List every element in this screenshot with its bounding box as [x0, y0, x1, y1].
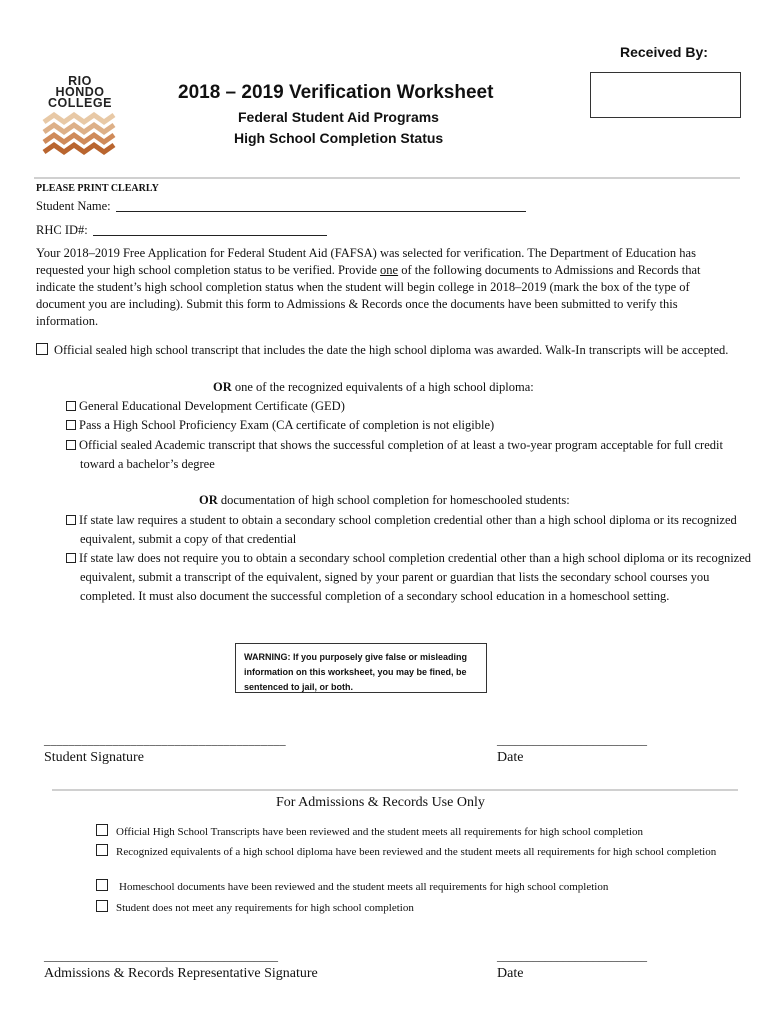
logo-chevrons-icon [40, 112, 120, 160]
homeschool-2-checkbox[interactable] [66, 553, 76, 563]
rep-date-line[interactable]: _________________________ [497, 949, 647, 963]
proficiency-text: Pass a High School Proficiency Exam (CA certificate of completion is not eligible) [79, 418, 495, 432]
received-by-box[interactable] [590, 72, 741, 118]
admissions-checkbox-2[interactable] [96, 844, 108, 856]
rhc-id-field[interactable] [93, 223, 327, 236]
subtitle-2: High School Completion Status [234, 130, 444, 146]
header-divider [34, 177, 740, 179]
admissions-divider [52, 789, 738, 791]
intro-paragraph [36, 245, 726, 330]
option-ged [66, 398, 746, 415]
intro-text-2: of the following documents to Admissions and Records that indicate the student’s high school completion status when the student will begin college in 2018–2019 (mark the box of the type of document you are including). Submit this form to Admissions & Records once the documents have been submitted to verify this information. [36, 263, 701, 328]
or-1-text: one of the recognized equivalents of a high school diploma: [231, 380, 534, 394]
admissions-item-2 [96, 844, 746, 861]
option-proficiency [66, 417, 746, 434]
student-name-label: Student Name: [36, 199, 111, 213]
rep-signature-label: Admissions & Records Representative Signature [44, 966, 318, 981]
option-homeschool-1 [66, 511, 752, 549]
admissions-checkbox-3[interactable] [96, 879, 108, 891]
subtitle-1: Federal Student Aid Programs [238, 109, 439, 125]
admissions-heading: For Admissions & Records Use Only [276, 795, 485, 810]
or-2: OR [199, 493, 218, 507]
option-academic [66, 436, 760, 474]
admissions-checkbox-4[interactable] [96, 900, 108, 912]
homeschool-1-checkbox[interactable] [66, 515, 76, 525]
rhc-id-row [36, 222, 327, 239]
admissions-item-3 [96, 879, 726, 895]
admissions-item-1 [96, 824, 726, 840]
admissions-item-text-2: Recognized equivalents of a high school diploma have been reviewed and the student meets all requirements for high school completion [116, 846, 717, 858]
student-name-field[interactable] [116, 199, 526, 212]
student-signature-label: Student Signature [44, 750, 144, 765]
student-date-line[interactable]: _________________________ [497, 733, 647, 747]
rhc-id-label: RHC ID#: [36, 223, 88, 237]
option-homeschool-2 [66, 549, 752, 606]
or-1: OR [213, 380, 232, 394]
admissions-item-text-4: Student does not meet any requirements for high school completion [116, 902, 414, 914]
print-clearly-note: PLEASE PRINT CLEARLY [36, 183, 159, 194]
ged-checkbox[interactable] [66, 401, 76, 411]
admissions-item-text-3: Homeschool documents have been reviewed and the student meets all requirements for high school completion [119, 881, 609, 893]
student-date-label: Date [497, 750, 524, 765]
rep-date-label: Date [497, 966, 524, 981]
warning-box [235, 643, 487, 693]
admissions-item-4 [96, 900, 726, 916]
student-signature-line[interactable]: _______________________________________ [44, 733, 286, 747]
option-transcript [36, 341, 754, 360]
transcript-checkbox[interactable] [36, 343, 48, 355]
homeschool-2-text: If state law does not require you to obtain a secondary school completion credential other than a high school diploma or its recognized equivalent, submit a transcript of the equivalent, signed by your parent or guardian that lists the secondary school courses you completed. It must also document the successful completion of a secondary school education in a homeschool setting. [79, 551, 752, 603]
proficiency-checkbox[interactable] [66, 420, 76, 430]
intro-underlined: one [380, 263, 399, 277]
logo-line-1: RIO [68, 74, 92, 88]
ged-text: General Educational Development Certificate (GED) [79, 399, 345, 413]
academic-checkbox[interactable] [66, 440, 76, 450]
or-homeschool-line [199, 492, 570, 509]
logo-line-3: COLLEGE [48, 96, 112, 110]
transcript-text: Official sealed high school transcript that includes the date the high school diploma was awarded. Walk-In transcripts will be accepted. [54, 343, 729, 357]
student-name-row [36, 198, 526, 215]
intro-text-1: Your 2018–2019 Free Application for Federal Student Aid (FAFSA) was selected for verification. The Department of Education has requested your high school completion status to be verified. Provide [36, 246, 696, 277]
page-title: 2018 – 2019 Verification Worksheet [178, 82, 494, 103]
warning-text: WARNING: If you purposely give false or misleading information on this worksheet, you may be fined, be sentenced to jail, or both. [244, 652, 468, 692]
or-2-text: documentation of high school completion for homeschooled students: [217, 493, 570, 507]
academic-text: Official sealed Academic transcript that shows the successful completion of at least a two-year program acceptable for full credit toward a bachelor’s degree [79, 438, 723, 471]
received-by-label: Received By: [620, 44, 708, 60]
admissions-checkbox-1[interactable] [96, 824, 108, 836]
homeschool-1-text: If state law requires a student to obtain a secondary school completion credential other than a high school diploma or its recognized equivalent, submit a copy of that credential [79, 513, 737, 546]
rep-signature-line[interactable]: _______________________________________ [44, 949, 278, 963]
admissions-item-text-1: Official High School Transcripts have been reviewed and the student meets all requirements for high school completion [116, 826, 644, 838]
logo-line-2: HONDO [55, 85, 105, 99]
college-logo [40, 76, 120, 158]
or-equivalents-line [213, 379, 534, 396]
